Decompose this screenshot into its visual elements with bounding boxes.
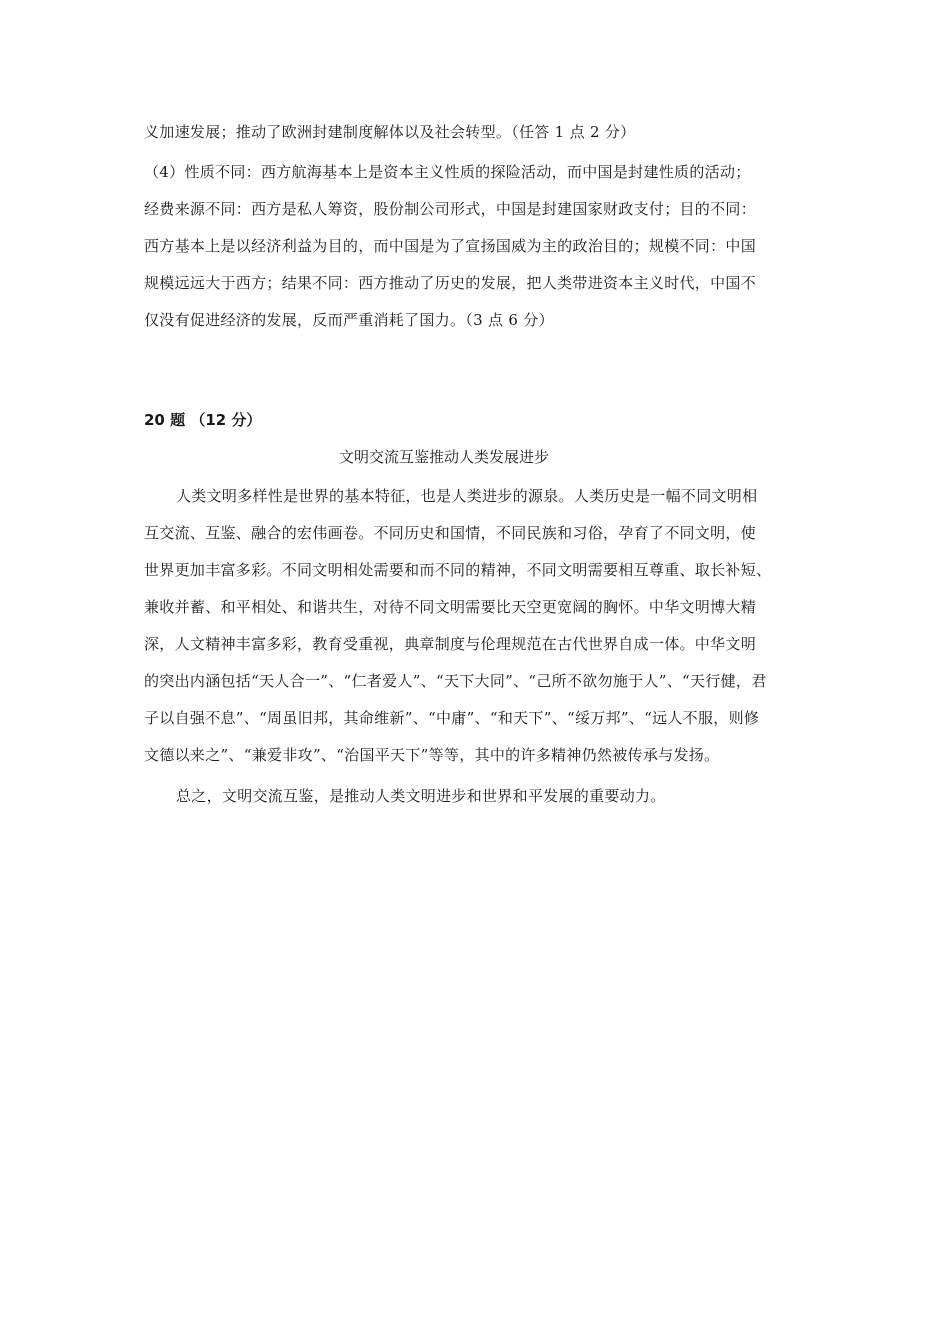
paragraph-line: 文德以来之”、“兼爱非攻”、“治国平天下”等等，其中的许多精神仍然被传承与发扬。 <box>144 746 720 764</box>
answer-line: 经费来源不同：西方是私人筹资，股份制公司形式，中国是封建国家财政支付；目的不同： <box>144 200 757 218</box>
conclusion-line: 总之，文明交流互鉴，是推动人类文明进步和世界和平发展的重要动力。 <box>176 787 666 805</box>
essay-title: 文明交流互鉴推动人类发展进步 <box>338 448 549 466</box>
paragraph-line: 互交流、互鉴、融合的宏伟画卷。不同历史和国情，不同民族和习俗，孕育了不同文明，使 <box>144 524 757 542</box>
paragraph-line: 兼收并蓄、和平相处、和谐共生，对待不同文明需要比天空更宽阔的胸怀。中华文明博大精 <box>144 598 757 616</box>
question-heading: 20 题 （12 分） <box>144 411 262 429</box>
answer-line: 规模远远大于西方；结果不同：西方推动了历史的发展，把人类带进资本主义时代，中国不 <box>144 274 757 292</box>
paragraph-line: 深，人文精神丰富多彩，教育受重视，典章制度与伦理规范在古代世界自成一体。中华文明 <box>144 635 757 653</box>
paragraph-line: 世界更加丰富多彩。不同文明相处需要和而不同的精神，不同文明需要相互尊重、取长补短、 <box>144 561 772 579</box>
answer-line: （4）性质不同：西方航海基本上是资本主义性质的探险活动，而中国是封建性质的活动； <box>144 163 751 181</box>
answer-line: 义加速发展；推动了欧洲封建制度解体以及社会转型。（任答 1 点 2 分） <box>144 123 636 141</box>
paragraph-line: 人类文明多样性是世界的基本特征，也是人类进步的源泉。人类历史是一幅不同文明相 <box>176 487 758 505</box>
answer-line: 仅没有促进经济的发展，反而严重消耗了国力。（3 点 6 分） <box>144 311 554 329</box>
paragraph-line: 子以自强不息”、“周虽旧邦，其命维新”、“中庸”、“和天下”、“绥万邦”、“远人不服，则修 <box>144 709 760 727</box>
answer-line: 西方基本上是以经济利益为目的，而中国是为了宣扬国威为主的政治目的；规模不同：中国 <box>144 237 757 255</box>
paragraph-line: 的突出内涵包括“天人合一”、“仁者爱人”、“天下大同”、“己所不欲勿施于人”、“天行健，君 <box>144 672 767 690</box>
